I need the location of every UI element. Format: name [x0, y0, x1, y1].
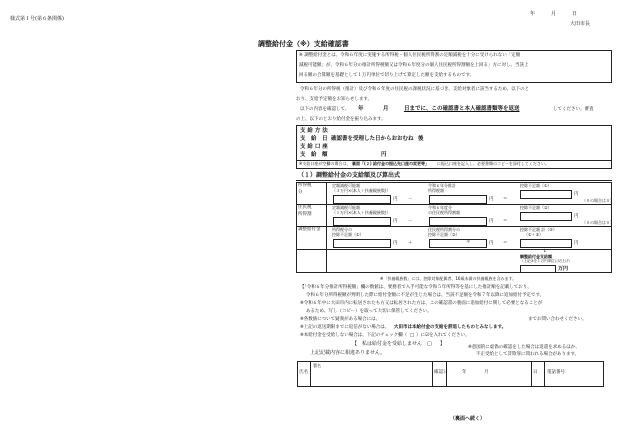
row2-c2-unit: 円	[489, 219, 494, 224]
payment-account-label: 支 給 口 座	[300, 144, 328, 150]
notice-3: ※令和６年中に大田市内に転居されたも方又は転居された方は、この確認書の裏面に追加給付に関して必要となることが	[300, 301, 543, 306]
page-title: 調整給付金（※）支給確認書	[258, 40, 349, 48]
row3-c1-sub: 控除不足額（①）	[332, 232, 364, 237]
payment-date-value: 確認書を受理した日からおおむね	[331, 136, 414, 142]
decline-statement: 【 私は給付金を受給しません	[352, 341, 428, 347]
sign-divider-2	[432, 361, 433, 387]
notice-5b: までお問い合わせください。	[528, 317, 587, 322]
sign-day: 日	[533, 370, 538, 375]
row1-c3-field	[520, 190, 572, 199]
row3-eq: ＝	[503, 241, 508, 246]
row3-c2-sub: 控除不足額（②）	[428, 232, 460, 237]
name-label: 氏名	[299, 370, 308, 375]
form-number: 様式第１号(第６条関係)	[10, 16, 64, 22]
row2-c2-field	[429, 217, 487, 226]
row2-c3-title: 控除不足額（②）	[520, 205, 552, 210]
row3-c2-title: 住民税所得割分の	[428, 227, 460, 232]
row3-c3-sub: （①＋②）	[524, 232, 544, 237]
row2-label-a: 住民税	[298, 205, 312, 210]
notice-5: ※各数値について疑義がある場合には、	[300, 317, 381, 322]
sign-year: 年	[462, 370, 467, 375]
row1-c2-field	[429, 195, 487, 204]
section1-heading: （１）調整給付金の支給額及び算出式	[298, 172, 401, 179]
signature-label: 署名	[313, 363, 321, 368]
row2-op1: －	[408, 219, 413, 224]
name-input[interactable]	[311, 369, 431, 386]
row2-c1-unit: 円	[393, 219, 398, 224]
sign-divider-5	[544, 361, 545, 387]
final-amount-sub: （上記③を１万円単位に切上げ）	[520, 259, 573, 263]
row2-label-b: 所得割	[298, 212, 312, 217]
row2-c2-sub: の住民税所得割額	[428, 210, 460, 215]
row1-c3-note: （０の場合は０）	[582, 198, 614, 203]
row1-c2-sub: 所得税額	[428, 188, 444, 193]
row3-c1-title: 所得税分の	[332, 227, 352, 232]
confirm-date-label: 確認日	[434, 370, 448, 375]
row3-label: 調整給付金	[298, 227, 321, 232]
intro-line-2: おり、支給予定額をお知らせします。	[296, 97, 373, 102]
notice-2: 令和６年分所得税額が判明した際に給付金額に不足が生じた場合は、当該不足額を令和７年以降に追加給付予定です。	[306, 293, 545, 298]
final-amount-title: 調整給付金支給額	[520, 254, 552, 259]
continue-footer: （裏面へ続く）	[450, 416, 486, 422]
row2-c3-unit: 円	[574, 214, 579, 219]
row1-c3-unit: 円	[574, 192, 579, 197]
payment-amount-unit: 円	[381, 152, 387, 158]
intro-line-3c: してください。審査	[553, 107, 594, 112]
section1-heading-rule	[296, 180, 612, 181]
row1-label-b: 分	[298, 190, 303, 195]
final-amount-field	[520, 265, 556, 273]
notice-7-box: □	[410, 333, 415, 338]
row2-eq: ＝	[503, 219, 508, 224]
decline-statement-end: 】	[440, 341, 446, 347]
row3-c2-unit: 円	[489, 241, 494, 246]
row1-c2-unit: 円	[489, 197, 494, 202]
row2-c3-note: （０の場合は０）	[582, 220, 614, 225]
row2-c2-title: 令和６年度分	[428, 205, 452, 210]
payment-note-c: に振込口座を記入し、必要書類のコピーを添付してください。	[437, 161, 549, 166]
row2-c1-title: 定額減税可能額	[332, 205, 360, 210]
sign-month: 月	[484, 370, 489, 375]
row3-c3-field	[520, 239, 572, 248]
phone-input[interactable]	[568, 369, 603, 386]
notice-1: 【「令和６年分推計所得税額」欄の数値は、要務者で入手可能な令和５年所得等を基にした推計額を記載しており、	[300, 285, 532, 290]
payment-note-b: 裏面「(２) 給付金の振込先口座の変更等」	[352, 161, 430, 166]
payment-date-label: 支 給 日	[300, 136, 328, 142]
payment-date-suffix: 後	[418, 136, 424, 142]
row3-c2-mark: ＊	[466, 240, 471, 245]
row3-c1-field	[333, 239, 391, 248]
note-line-2: 減税可能額」が、令和６年分の推計所得税額又は令和６年度分の個人住民税所得割額を上回る」方に対し、当該上	[299, 63, 529, 68]
final-amount-unit: 万円	[558, 266, 569, 272]
payment-method-label: 支 給 方 法	[300, 128, 328, 134]
notice-7a: ※本給付金を受給しない場合は、下記のチェック欄（	[300, 333, 408, 338]
row1-label-a: 所得税	[298, 183, 312, 188]
warning-line-1: ※意図的に虚偽の確認をした場合は返還を求めるほか、	[468, 345, 580, 350]
row3-c3-title: 控除不足額 計（③）	[520, 227, 557, 232]
calc-label-divider	[326, 182, 327, 273]
row3-c3-unit: 円	[574, 241, 579, 246]
note-line-1: ※ 調整給付金とは、令和６年度に実施する所得税・個人住民税所得割の定額減税を十分に受けられない「定額	[299, 53, 521, 58]
sign-divider-4	[531, 361, 532, 387]
sender: 大田市長	[570, 21, 591, 27]
notice-4: あるため、写し（コピー）を取って大切に保管してください。	[306, 309, 432, 314]
row2-c1-field	[333, 217, 391, 226]
row1-c1-title: 定額減税可能額	[332, 183, 360, 188]
deadline-year: 年	[358, 106, 364, 112]
row1-c2-title: 令和６年分推計	[428, 183, 456, 188]
deadline-text: 日までに、この確認書と本人確認書類等を返送	[404, 106, 520, 112]
notice-7b: ）に☑を入れてください。	[416, 333, 470, 338]
intro-line-1: 令和６年分の所得税（推計）及び令和６年度の住民税の課税状況に基づき、支給対象者に該当するため、以下のと	[300, 87, 530, 92]
confirm-statement: 上記記載内容に相違ありません。	[310, 350, 386, 356]
row2-c1-sub: （１万円×(本人＋扶養親族数)）	[332, 210, 391, 215]
row2-c3-field	[520, 212, 572, 221]
note-line-3: 回る額の合算額を基礎として１万円単位で切り上げて算定した額を支給するものです。	[299, 73, 475, 78]
decline-checkbox[interactable]: □	[427, 341, 432, 347]
row3-op1: ＋	[408, 241, 413, 246]
row3-c2-field	[429, 239, 487, 248]
payment-amount-label: 支 給 額	[300, 152, 328, 158]
payment-note-a: ※支給口座が空欄の場合は、	[299, 161, 351, 166]
row1-eq: ＝	[503, 197, 508, 202]
intro-line-3a: 以下の内容を確認して、	[300, 107, 350, 112]
phone-label: 電話番号	[547, 370, 565, 375]
notice-6b: 大田市は本給付金の支給を辞退したものとみなします。	[394, 325, 507, 330]
row1-c1-sub: （３万円×(本人＋扶養親族数)）	[332, 188, 391, 193]
row1-c1-unit: 円	[393, 197, 398, 202]
calc-row-divider-3	[296, 249, 612, 250]
row1-c1-field	[333, 195, 391, 204]
notice-6a: ※上記の返送期限までに返信がない場合は、	[300, 325, 390, 330]
deadline-month: 月	[383, 106, 389, 112]
row1-op1: －	[408, 197, 413, 202]
row1-c3-title: 控除不足額（①）	[520, 183, 552, 188]
date-label: 年 月 日	[530, 11, 580, 17]
row3-c1-unit: 円	[393, 241, 398, 246]
warning-line-2: 不正受給として詐欺罪に問われる場合があります。	[476, 352, 580, 357]
intro-line-4: の上、以下のとおり給付金を振り込みます。	[296, 117, 386, 122]
row3-arrow: ↓	[543, 249, 547, 254]
section1-footnote: ※「扶養親族数」には、控除対象配偶者、16歳未満の扶養親族を含みます。	[380, 276, 517, 281]
